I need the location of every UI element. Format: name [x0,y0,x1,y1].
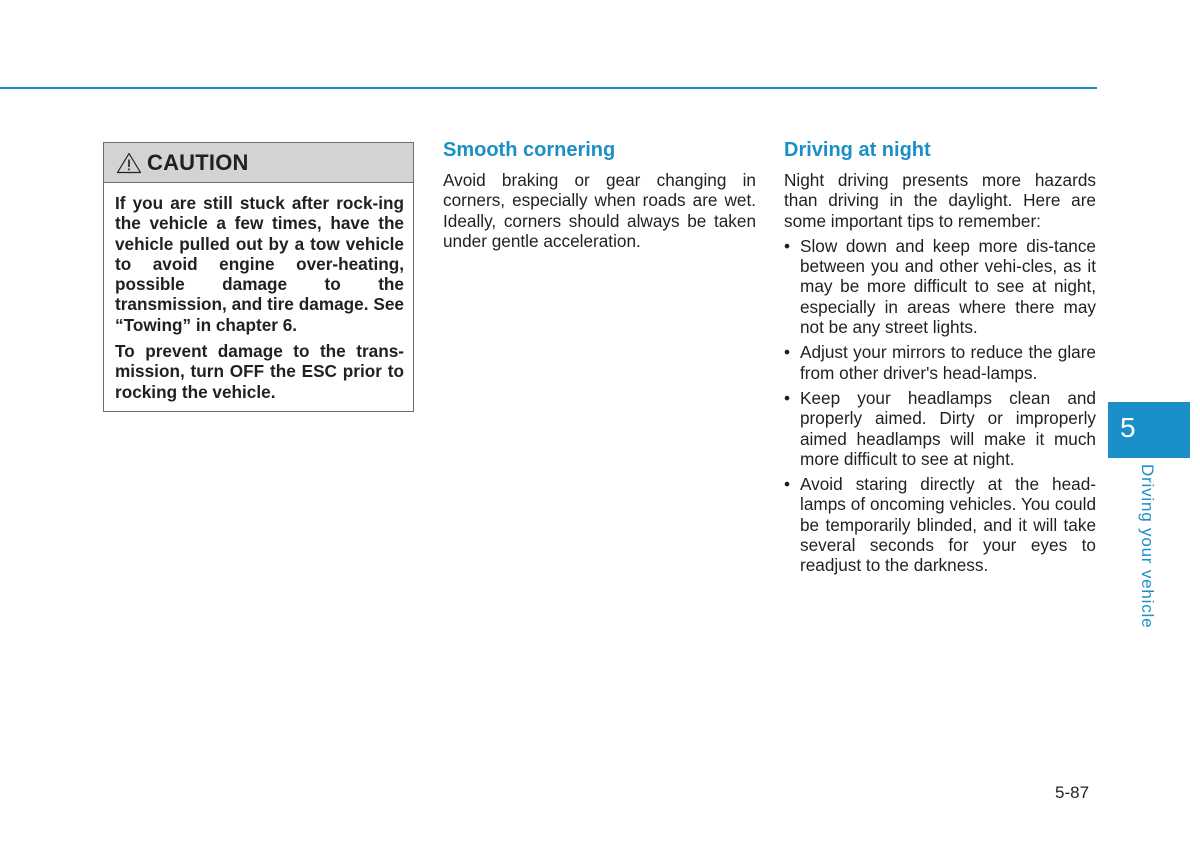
section-intro: Night driving presents more hazards than driving in the daylight. Here are some important tips to remember: [784,170,1096,231]
bullet-icon: • [784,342,791,363]
header-rule [0,87,1097,89]
chapter-title: Driving your vehicle [1138,464,1157,629]
bullet-icon: • [784,474,791,495]
bullet-icon: • [784,387,791,408]
list-item [784,474,1096,575]
caution-body [104,183,413,402]
list-item-text: Adjust your mirrors to reduce the glare from other driver's head-lamps. [800,342,1096,383]
section-heading: Smooth cornering [443,139,616,161]
warning-triangle-icon [116,152,147,174]
caution-title: CAUTION [147,149,249,175]
caution-paragraph: If you are still stuck after rock-ing the vehicle a few times, have the vehicle pulled out by a tow vehicle to avoid engine over-heating, possible damage to the transmission, and tire damage. See “Towing” in chapter 6. [115,193,404,335]
list-item [784,388,1096,469]
chapter-tab [1108,402,1190,458]
section-heading: Driving at night [784,139,931,161]
list-item-text: Keep your headlamps clean and properly aimed. Dirty or improperly aimed headlamps will make it much more difficult to see at night. [800,387,1096,469]
tips-list [784,236,1096,576]
caution-box [103,142,414,412]
list-item [784,236,1096,337]
bullet-icon: • [784,235,791,256]
caution-header [104,143,413,183]
list-item-text: Avoid staring directly at the head-lamps of oncoming vehicles. You could be temporarily blinded, and it will take several seconds for your eyes to readjust to the darkness. [800,474,1096,576]
driving-at-night-section [784,136,1096,581]
list-item-text: Slow down and keep more dis-tance between you and other vehi-cles, as it may be more difficult to see at night, especially in areas where there may not be any street lights. [800,235,1096,338]
section-text: Avoid braking or gear changing in corners, especially when roads are wet. Ideally, corners should always be taken under gentle acceleration. [443,170,756,251]
chapter-number: 5 [1120,412,1136,443]
caution-paragraph: To prevent damage to the trans-mission, turn OFF the ESC prior to rocking the vehicle. [115,341,404,402]
page-number: 5-87 [1055,783,1090,802]
smooth-cornering-section [443,136,756,251]
list-item [784,342,1096,383]
